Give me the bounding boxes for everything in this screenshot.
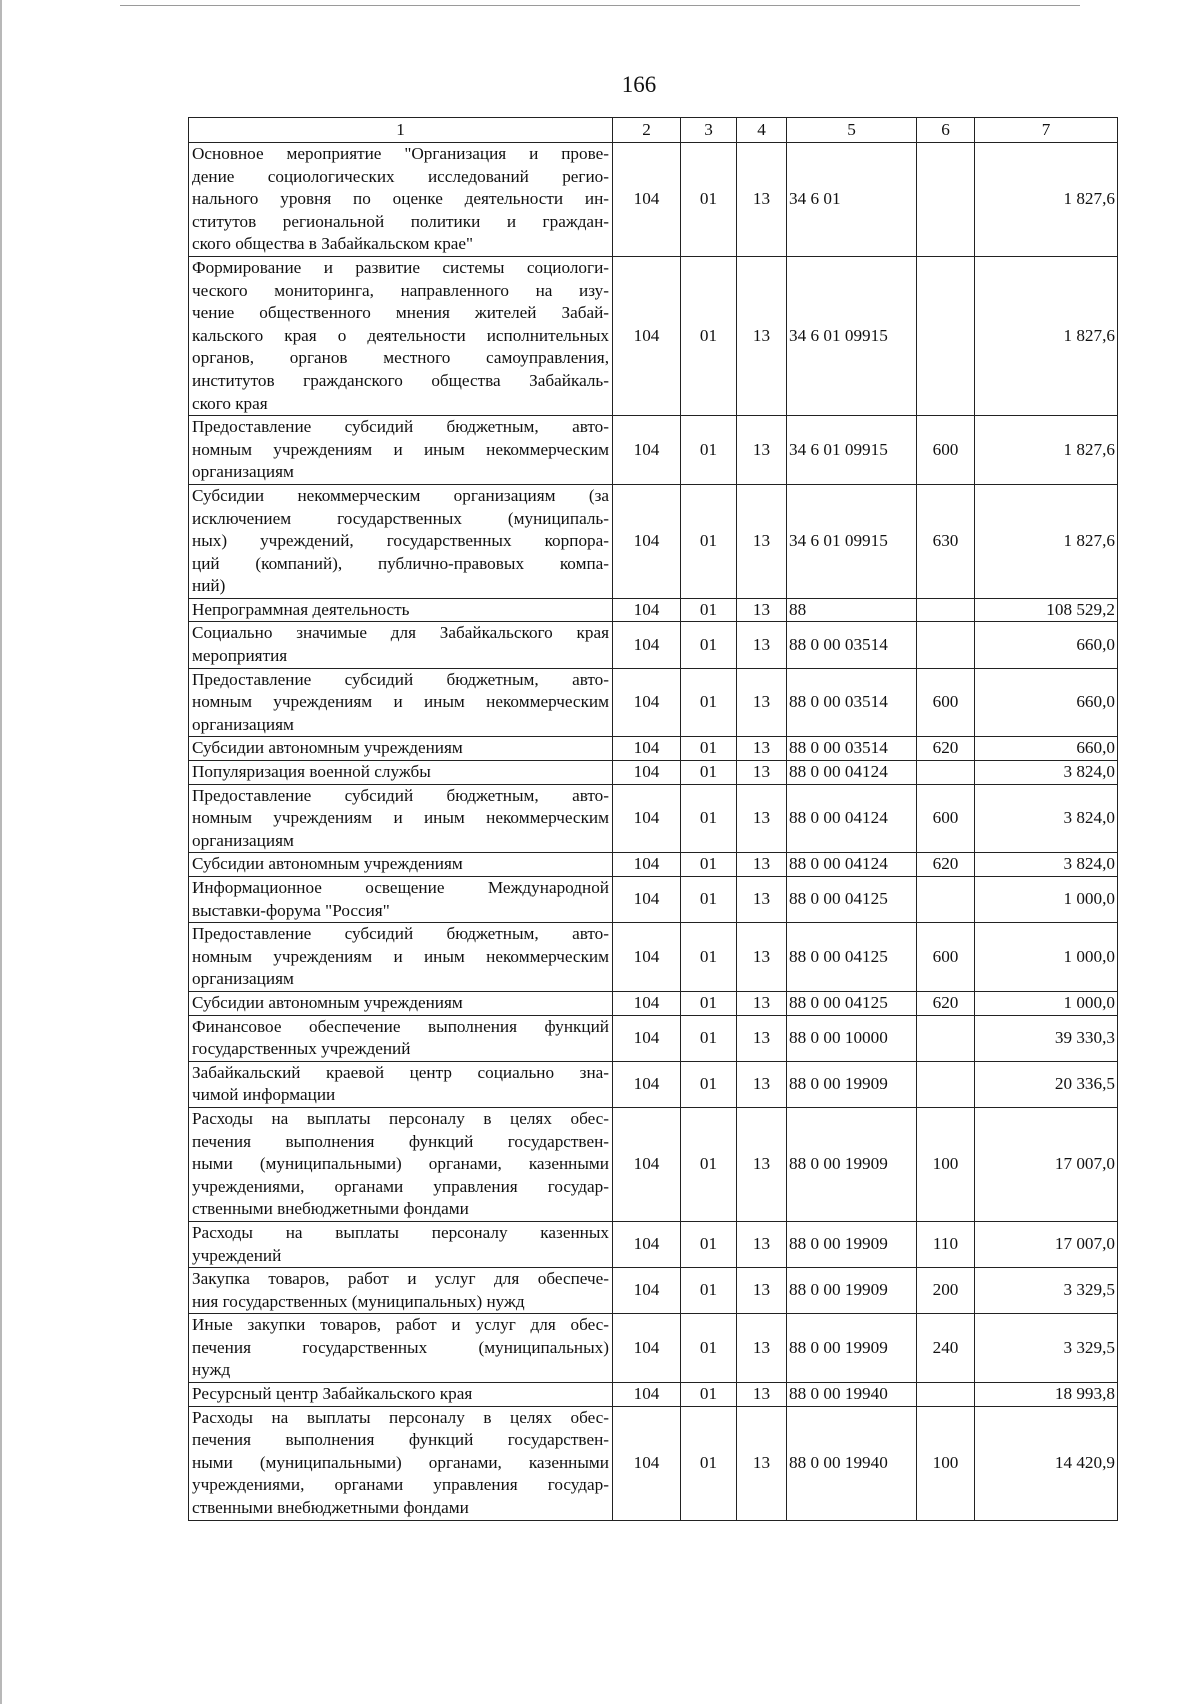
- column-header: 5: [787, 118, 917, 143]
- amount: 20 336,5: [975, 1061, 1118, 1107]
- section-code: 104: [613, 1015, 681, 1061]
- section-code: 104: [613, 484, 681, 598]
- row-description: Субсидии автономным учреждениям: [189, 991, 613, 1015]
- target-article-code: 88 0 00 10000: [787, 1015, 917, 1061]
- row-description: Информационное освещение Международной выставки-форума "Россия": [189, 877, 613, 923]
- subsection-code-2: 13: [737, 256, 787, 415]
- row-description: Расходы на выплаты персоналу казенных учреждений: [189, 1221, 613, 1267]
- subsection-code: 01: [681, 484, 737, 598]
- target-article-code: 88 0 00 04124: [787, 761, 917, 785]
- table-row: [189, 1406, 1118, 1520]
- section-code: 104: [613, 622, 681, 668]
- subsection-code-2: 13: [737, 1015, 787, 1061]
- amount: 1 827,6: [975, 256, 1118, 415]
- table-row: [189, 1107, 1118, 1221]
- expense-type-code: 110: [917, 1221, 975, 1267]
- subsection-code: 01: [681, 923, 737, 992]
- row-description: Непрограммная деятельность: [189, 598, 613, 622]
- table-row: [189, 1383, 1118, 1407]
- subsection-code-2: 13: [737, 1314, 787, 1383]
- section-code: 104: [613, 598, 681, 622]
- section-code: 104: [613, 877, 681, 923]
- target-article-code: 88 0 00 19909: [787, 1314, 917, 1383]
- expense-type-code: 620: [917, 991, 975, 1015]
- table-row: [189, 143, 1118, 257]
- expense-type-code: [917, 143, 975, 257]
- row-description: Предоставление субсидий бюджетным, авто- номным учреждениям и иным некоммерческим организациям: [189, 416, 613, 485]
- scan-top-line: [120, 5, 1080, 6]
- amount: 18 993,8: [975, 1383, 1118, 1407]
- table-row: [189, 923, 1118, 992]
- row-description: Финансовое обеспечение выполнения функций государственных учреждений: [189, 1015, 613, 1061]
- subsection-code-2: 13: [737, 761, 787, 785]
- section-code: 104: [613, 1406, 681, 1520]
- section-code: 104: [613, 1268, 681, 1314]
- target-article-code: 88 0 00 19909: [787, 1221, 917, 1267]
- row-description: Популяризация военной службы: [189, 761, 613, 785]
- subsection-code-2: 13: [737, 1221, 787, 1267]
- target-article-code: 88 0 00 03514: [787, 737, 917, 761]
- subsection-code-2: 13: [737, 853, 787, 877]
- row-description: Забайкальский краевой центр социально зна- чимой информации: [189, 1061, 613, 1107]
- subsection-code-2: 13: [737, 598, 787, 622]
- section-code: 104: [613, 784, 681, 853]
- section-code: 104: [613, 1221, 681, 1267]
- table-row: [189, 622, 1118, 668]
- subsection-code: 01: [681, 1268, 737, 1314]
- subsection-code-2: 13: [737, 923, 787, 992]
- section-code: 104: [613, 761, 681, 785]
- table-row: [189, 1268, 1118, 1314]
- subsection-code-2: 13: [737, 991, 787, 1015]
- subsection-code: 01: [681, 991, 737, 1015]
- row-description: Субсидии некоммерческим организациям (за исключением государственных (муниципаль- ных) учреждений, государственных корпора- ций (компаний), публично-правовых компа- ний): [189, 484, 613, 598]
- expense-type-code: 620: [917, 853, 975, 877]
- subsection-code-2: 13: [737, 416, 787, 485]
- section-code: 104: [613, 853, 681, 877]
- subsection-code: 01: [681, 668, 737, 737]
- subsection-code-2: 13: [737, 1268, 787, 1314]
- table-row: [189, 416, 1118, 485]
- subsection-code: 01: [681, 256, 737, 415]
- subsection-code: 01: [681, 143, 737, 257]
- row-description: Предоставление субсидий бюджетным, авто- номным учреждениям и иным некоммерческим организациям: [189, 668, 613, 737]
- column-header: 2: [613, 118, 681, 143]
- subsection-code: 01: [681, 416, 737, 485]
- target-article-code: 88 0 00 04124: [787, 784, 917, 853]
- expense-type-code: [917, 622, 975, 668]
- expense-type-code: [917, 761, 975, 785]
- table-row: [189, 1314, 1118, 1383]
- amount: 3 329,5: [975, 1314, 1118, 1383]
- table-row: [189, 991, 1118, 1015]
- column-header: 3: [681, 118, 737, 143]
- section-code: 104: [613, 1314, 681, 1383]
- section-code: 104: [613, 668, 681, 737]
- row-description: Социально значимые для Забайкальского края мероприятия: [189, 622, 613, 668]
- subsection-code: 01: [681, 784, 737, 853]
- expense-type-code: [917, 1015, 975, 1061]
- table-row: [189, 761, 1118, 785]
- row-description: Предоставление субсидий бюджетным, авто- номным учреждениям и иным некоммерческим организациям: [189, 784, 613, 853]
- column-header: 1: [189, 118, 613, 143]
- subsection-code: 01: [681, 853, 737, 877]
- row-description: Формирование и развитие системы социологи- ческого мониторинга, направленного на изу- чение общественного мнения жителей Забай- кальского края о деятельности исполнительных органов, органов местного самоуправления, институтов гражданского общества Забайкаль- ского края: [189, 256, 613, 415]
- expense-type-code: 100: [917, 1406, 975, 1520]
- row-description: Расходы на выплаты персоналу в целях обес- печения выполнения функций государствен- ными (муниципальными) органами, казенными учреждениями, органами управления государ- ственными внебюджетными фондами: [189, 1107, 613, 1221]
- subsection-code-2: 13: [737, 143, 787, 257]
- expense-type-code: 200: [917, 1268, 975, 1314]
- expense-type-code: 240: [917, 1314, 975, 1383]
- table-row: [189, 668, 1118, 737]
- amount: 1 000,0: [975, 923, 1118, 992]
- subsection-code-2: 13: [737, 484, 787, 598]
- table-row: [189, 598, 1118, 622]
- amount: 3 329,5: [975, 1268, 1118, 1314]
- column-header: 6: [917, 118, 975, 143]
- amount: 14 420,9: [975, 1406, 1118, 1520]
- row-description: Субсидии автономным учреждениям: [189, 853, 613, 877]
- column-header: 7: [975, 118, 1118, 143]
- subsection-code: 01: [681, 1314, 737, 1383]
- amount: 660,0: [975, 622, 1118, 668]
- row-description: Основное мероприятие "Организация и прове- дение социологических исследований регио- нального уровня по оценке деятельности ин- ститутов региональной политики и граждан- ского общества в Забайкальском крае": [189, 143, 613, 257]
- subsection-code: 01: [681, 598, 737, 622]
- table-row: [189, 853, 1118, 877]
- target-article-code: 88: [787, 598, 917, 622]
- target-article-code: 88 0 00 04124: [787, 853, 917, 877]
- amount: 1 000,0: [975, 991, 1118, 1015]
- expense-type-code: 600: [917, 416, 975, 485]
- target-article-code: 88 0 00 03514: [787, 668, 917, 737]
- target-article-code: 88 0 00 19909: [787, 1268, 917, 1314]
- section-code: 104: [613, 1061, 681, 1107]
- amount: 660,0: [975, 737, 1118, 761]
- subsection-code: 01: [681, 1015, 737, 1061]
- expense-type-code: 620: [917, 737, 975, 761]
- row-description: Расходы на выплаты персоналу в целях обес- печения выполнения функций государствен- ными (муниципальными) органами, казенными учреждениями, органами управления государ- ственными внебюджетными фондами: [189, 1406, 613, 1520]
- budget-table: [188, 117, 1118, 1521]
- target-article-code: 88 0 00 03514: [787, 622, 917, 668]
- row-description: Закупка товаров, работ и услуг для обеспече- ния государственных (муниципальных) нужд: [189, 1268, 613, 1314]
- expense-type-code: [917, 1383, 975, 1407]
- subsection-code: 01: [681, 1061, 737, 1107]
- row-description: Предоставление субсидий бюджетным, авто- номным учреждениям и иным некоммерческим организациям: [189, 923, 613, 992]
- section-code: 104: [613, 1107, 681, 1221]
- target-article-code: 34 6 01 09915: [787, 256, 917, 415]
- table-row: [189, 256, 1118, 415]
- target-article-code: 34 6 01 09915: [787, 416, 917, 485]
- expense-type-code: 100: [917, 1107, 975, 1221]
- subsection-code: 01: [681, 761, 737, 785]
- subsection-code-2: 13: [737, 1383, 787, 1407]
- target-article-code: 88 0 00 19909: [787, 1107, 917, 1221]
- section-code: 104: [613, 991, 681, 1015]
- table-header-row: [189, 118, 1118, 143]
- amount: 1 000,0: [975, 877, 1118, 923]
- amount: 660,0: [975, 668, 1118, 737]
- subsection-code: 01: [681, 1406, 737, 1520]
- section-code: 104: [613, 737, 681, 761]
- subsection-code: 01: [681, 877, 737, 923]
- expense-type-code: [917, 1061, 975, 1107]
- row-description: Иные закупки товаров, работ и услуг для обес- печения государственных (муниципальных) нужд: [189, 1314, 613, 1383]
- subsection-code-2: 13: [737, 877, 787, 923]
- subsection-code: 01: [681, 1107, 737, 1221]
- target-article-code: 88 0 00 04125: [787, 923, 917, 992]
- amount: 17 007,0: [975, 1107, 1118, 1221]
- target-article-code: 88 0 00 04125: [787, 877, 917, 923]
- table-row: [189, 877, 1118, 923]
- amount: 3 824,0: [975, 853, 1118, 877]
- subsection-code: 01: [681, 737, 737, 761]
- table-row: [189, 1061, 1118, 1107]
- page-number: 166: [621, 72, 657, 97]
- subsection-code-2: 13: [737, 668, 787, 737]
- table-row: [189, 484, 1118, 598]
- expense-type-code: 600: [917, 668, 975, 737]
- target-article-code: 34 6 01 09915: [787, 484, 917, 598]
- subsection-code-2: 13: [737, 1061, 787, 1107]
- expense-type-code: [917, 877, 975, 923]
- subsection-code-2: 13: [737, 1107, 787, 1221]
- column-header: 4: [737, 118, 787, 143]
- target-article-code: 34 6 01: [787, 143, 917, 257]
- scan-edge: [0, 0, 2, 1704]
- amount: 3 824,0: [975, 761, 1118, 785]
- table-row: [189, 784, 1118, 853]
- table-row: [189, 1221, 1118, 1267]
- row-description: Ресурсный центр Забайкальского края: [189, 1383, 613, 1407]
- expense-type-code: 630: [917, 484, 975, 598]
- amount: 1 827,6: [975, 484, 1118, 598]
- amount: 1 827,6: [975, 143, 1118, 257]
- table-row: [189, 737, 1118, 761]
- expense-type-code: 600: [917, 784, 975, 853]
- target-article-code: 88 0 00 19940: [787, 1383, 917, 1407]
- table-row: [189, 1015, 1118, 1061]
- subsection-code: 01: [681, 1383, 737, 1407]
- subsection-code-2: 13: [737, 737, 787, 761]
- subsection-code: 01: [681, 1221, 737, 1267]
- target-article-code: 88 0 00 19909: [787, 1061, 917, 1107]
- subsection-code-2: 13: [737, 1406, 787, 1520]
- amount: 39 330,3: [975, 1015, 1118, 1061]
- subsection-code-2: 13: [737, 784, 787, 853]
- section-code: 104: [613, 923, 681, 992]
- expense-type-code: 600: [917, 923, 975, 992]
- section-code: 104: [613, 416, 681, 485]
- amount: 108 529,2: [975, 598, 1118, 622]
- subsection-code-2: 13: [737, 622, 787, 668]
- expense-type-code: [917, 256, 975, 415]
- section-code: 104: [613, 1383, 681, 1407]
- section-code: 104: [613, 143, 681, 257]
- amount: 17 007,0: [975, 1221, 1118, 1267]
- amount: 3 824,0: [975, 784, 1118, 853]
- subsection-code: 01: [681, 622, 737, 668]
- target-article-code: 88 0 00 19940: [787, 1406, 917, 1520]
- target-article-code: 88 0 00 04125: [787, 991, 917, 1015]
- expense-type-code: [917, 598, 975, 622]
- amount: 1 827,6: [975, 416, 1118, 485]
- row-description: Субсидии автономным учреждениям: [189, 737, 613, 761]
- section-code: 104: [613, 256, 681, 415]
